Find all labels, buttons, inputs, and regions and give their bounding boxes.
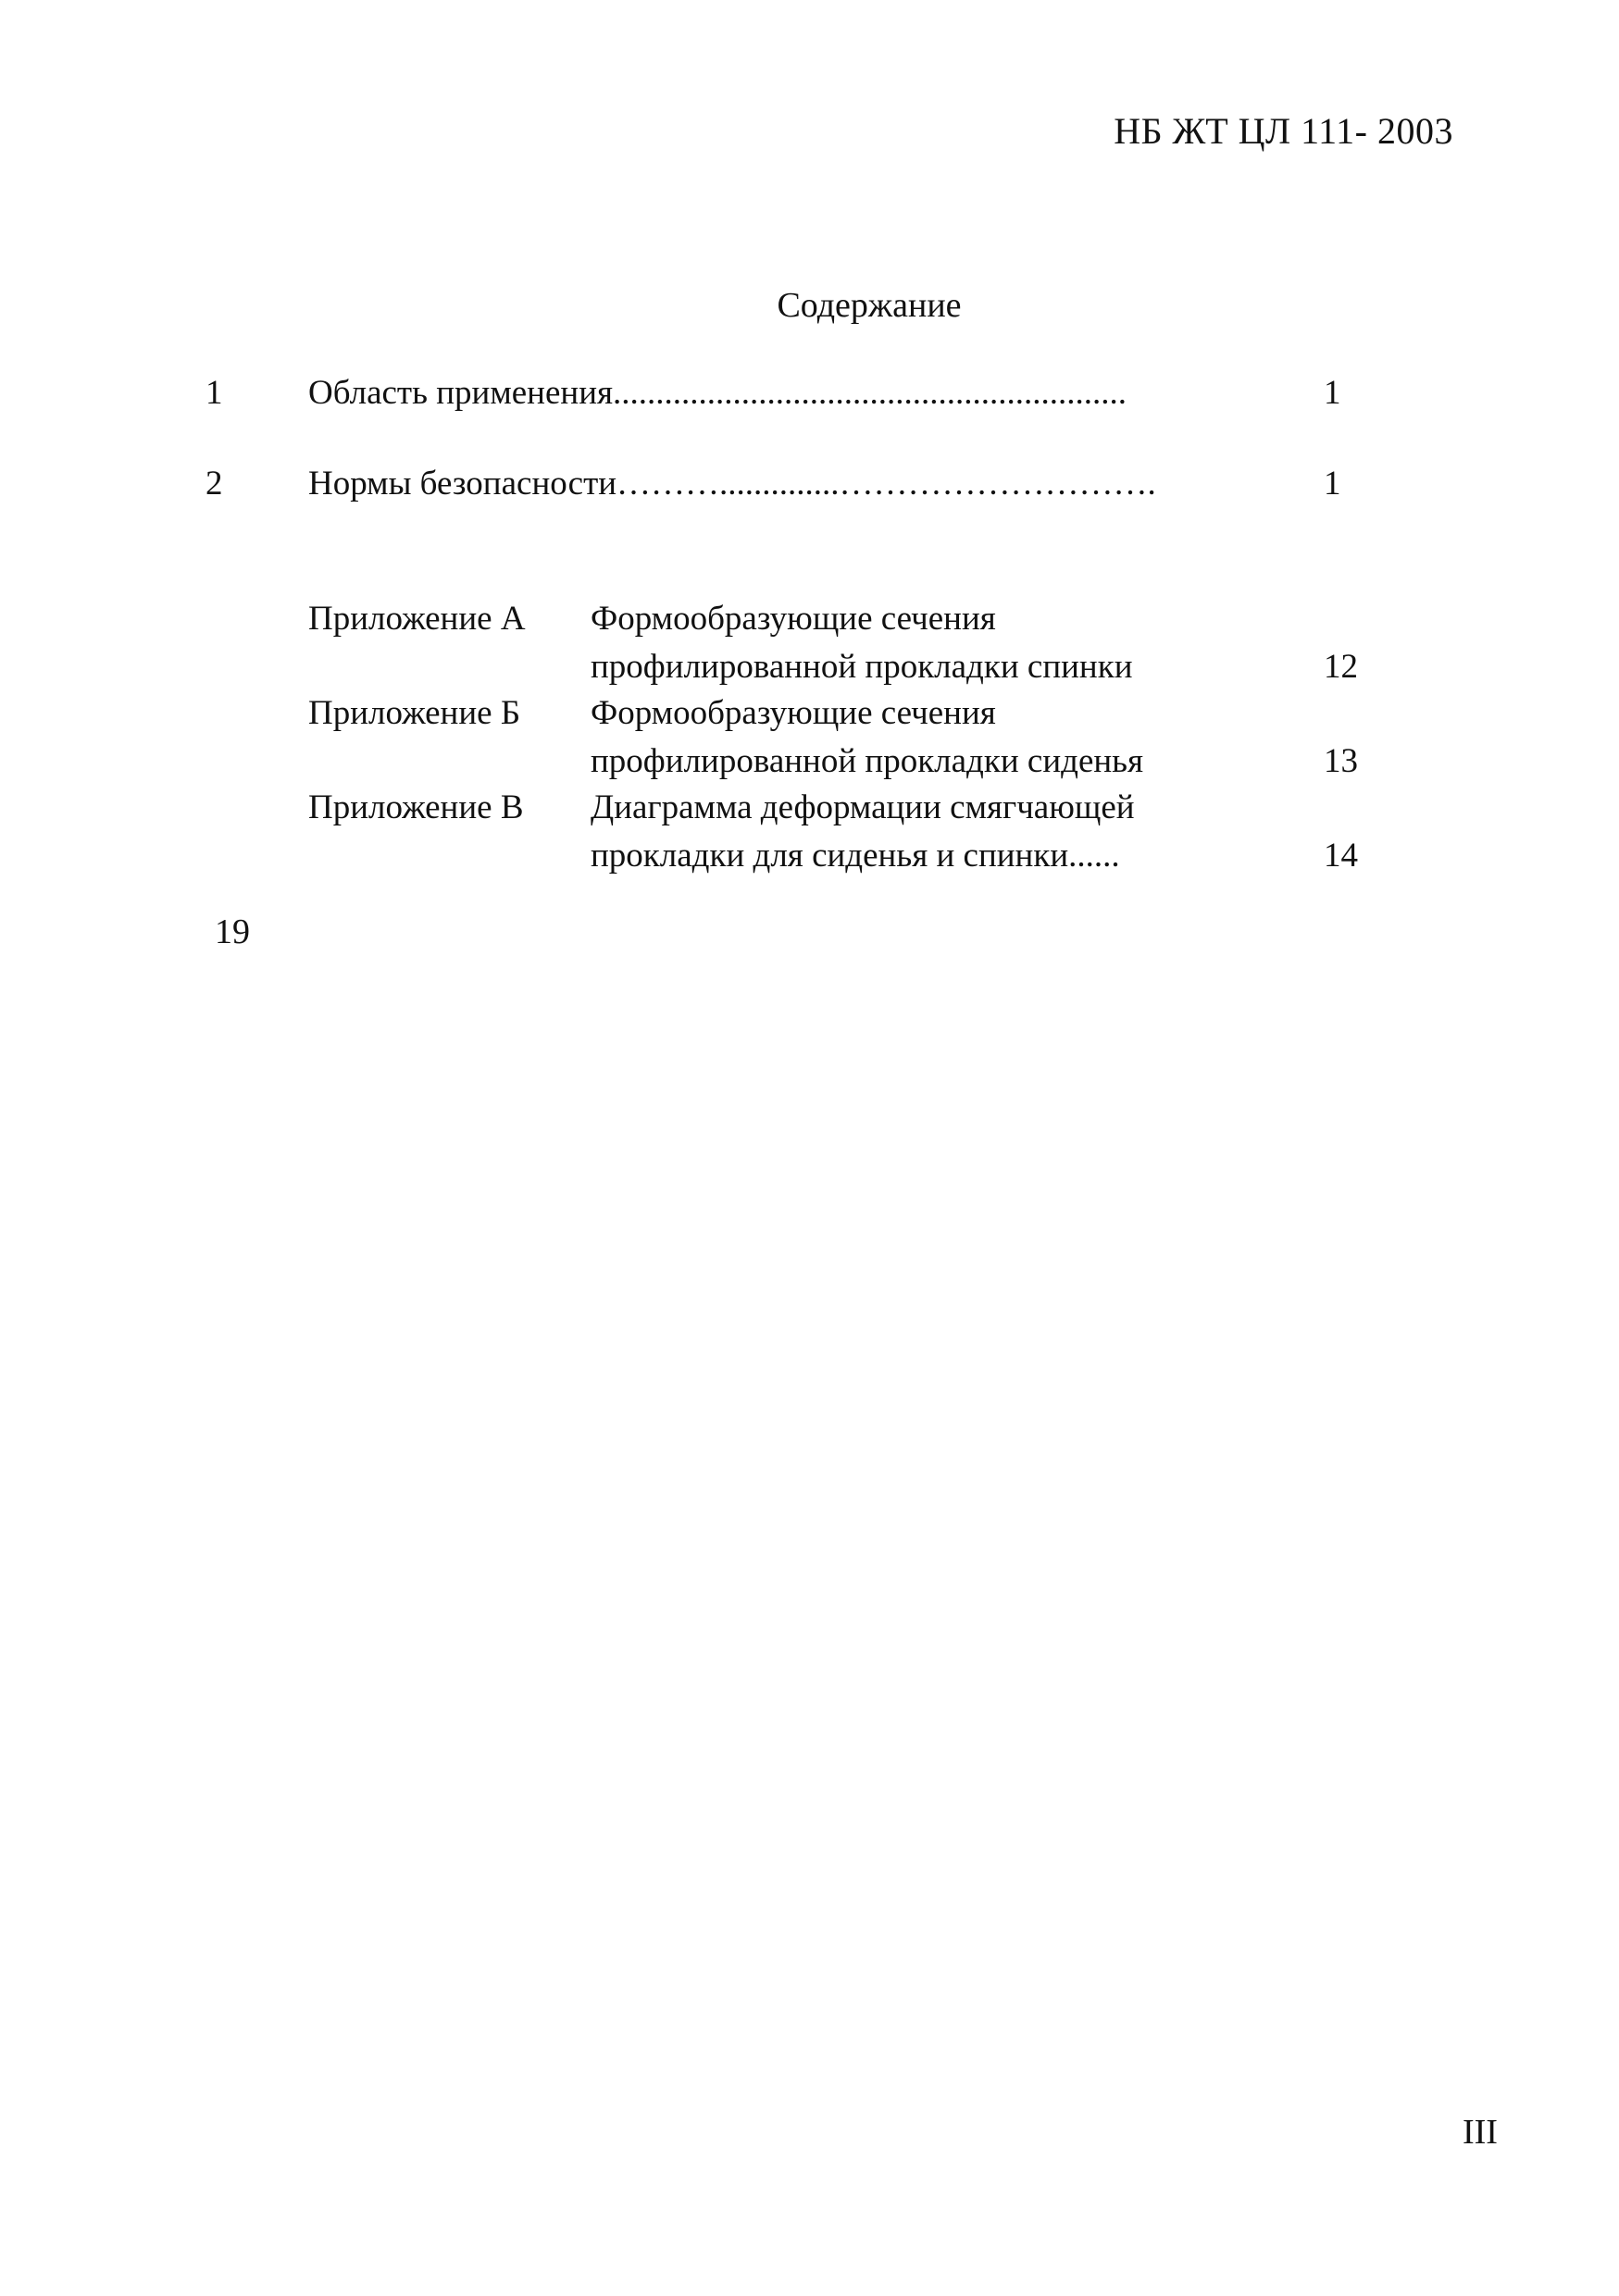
- toc-section-title: Область применения............................................................: [308, 374, 1127, 412]
- appendix-label: Приложение В: [308, 788, 524, 826]
- appendix-page: 12: [1324, 648, 1358, 686]
- appendix-title-line: прокладки для сиденья и спинки......: [591, 837, 1120, 875]
- toc-section-page: 1: [1324, 374, 1341, 412]
- page-number: III: [1463, 2113, 1498, 2152]
- appendix-page: 13: [1324, 742, 1358, 780]
- appendix-page: 14: [1324, 837, 1358, 875]
- appendix-title-line: профилированной прокладки сиденья: [591, 742, 1144, 780]
- toc-section-number: 2: [205, 465, 223, 503]
- appendix-title-line: Формообразующие сечения: [591, 694, 996, 732]
- appendix-title-line: Диаграмма деформации смягчающей: [591, 788, 1135, 826]
- toc-section-page: 1: [1324, 465, 1341, 503]
- appendix-label: Приложение А: [308, 600, 526, 638]
- stray-page-number: 19: [215, 912, 250, 951]
- toc-section-title: Нормы безопасности………..............……………………….: [308, 465, 1156, 503]
- appendix-label: Приложение Б: [308, 694, 521, 732]
- toc-title: Содержание: [777, 286, 962, 325]
- appendix-title-line: профилированной прокладки спинки: [591, 648, 1133, 686]
- toc-section-number: 1: [205, 374, 223, 412]
- document-code: НБ ЖТ ЦЛ 111- 2003: [1114, 110, 1453, 152]
- appendix-title-line: Формообразующие сечения: [591, 600, 996, 638]
